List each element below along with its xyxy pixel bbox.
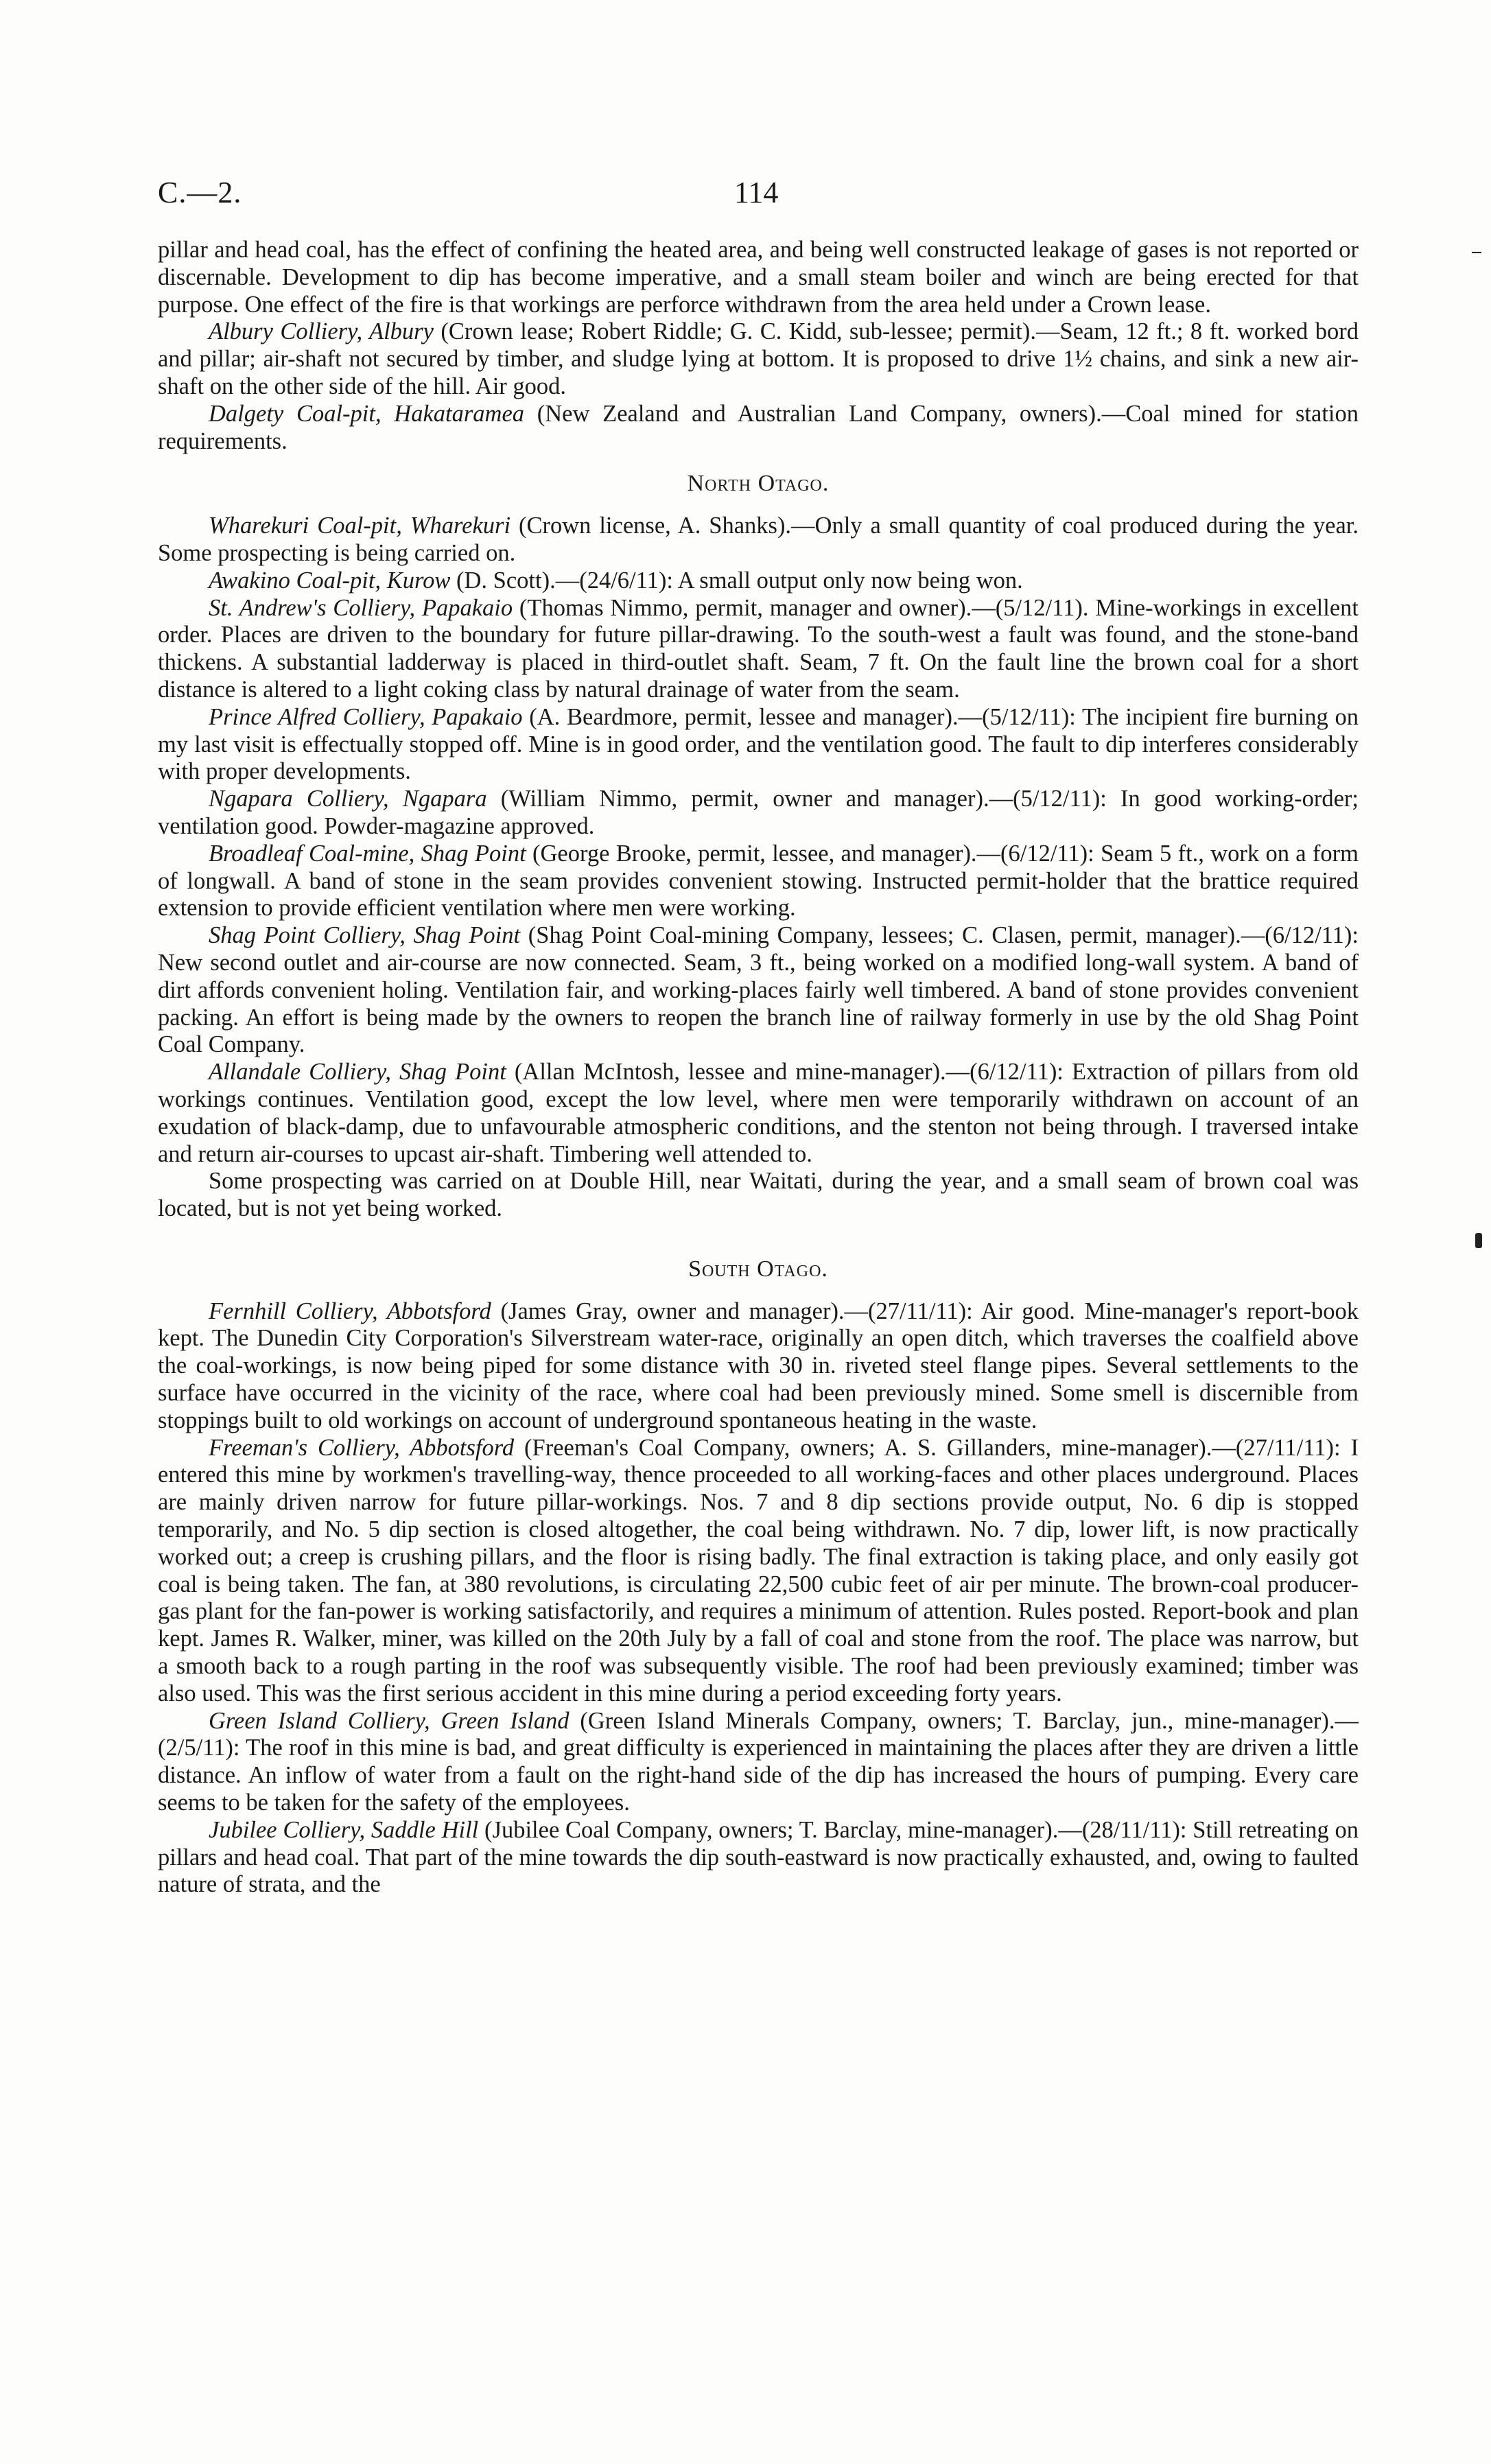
- colliery-name: Broadleaf Coal-mine, Shag Point: [209, 840, 526, 867]
- colliery-entry: Shag Point Colliery, Shag Point (Shag Point Coal-mining Company, lessees; C. Clasen, permit, manager).—(6/12/11): New second outlet and air-course are now connected. Seam, 3 ft., being worked on a modified long-wall system. A band of dirt affords convenient holing. Ventilation fair, and working-places fairly well timbered. A band of stone provides convenient packing. An effort is being made by the owners to reopen the branch line of railway formerly in use by the old Shag Point Coal Company.: [158, 922, 1359, 1058]
- colliery-name: Fernhill Colliery, Abbotsford: [209, 1298, 491, 1324]
- colliery-entry: Green Island Colliery, Green Island (Green Island Minerals Company, owners; T. Barclay, jun., mine-manager).—(2/5/11): The roof in this mine is bad, and great difficulty is experienced in maintaining the places after they are driven a little distance. An inflow of water from a fault on the right-hand side of the dip has increased the hours of pumping. Every care seems to be taken for the safety of the employees.: [158, 1707, 1359, 1816]
- colliery-entry: Dalgety Coal-pit, Hakataramea (New Zealand and Australian Land Company, owners).—Coal mined for station requirements.: [158, 400, 1359, 454]
- colliery-entry: Ngapara Colliery, Ngapara (William Nimmo, permit, owner and manager).—(5/12/11): In good working-order; ventilation good. Powder-magazine approved.: [158, 786, 1359, 839]
- colliery-entry: Freeman's Colliery, Abbotsford (Freeman's Coal Company, owners; A. S. Gillanders, mine-manager).—(27/11/11): I entered this mine by workmen's travelling-way, thence proceeded to all working-faces and other places underground. Places are mainly driven narrow for future pillar-workings. Nos. 7 and 8 dip sections provide output, No. 6 dip is stopped temporarily, and No. 5 dip section is closed altogether, the coal being withdrawn. No. 7 dip, lower lift, is now practically worked out; a creep is crushing pillars, and the floor is rising badly. The final extraction is taking place, and only easily got coal is being taken. The fan, at 380 revolutions, is circulating 22,500 cubic feet of air per minute. The brown-coal producer-gas plant for the fan-power is working satisfactorily, and requires a minimum of attention. Rules posted. Report-book and plan kept. James R. Walker, miner, was killed on the 20th July by a fall of coal and stone from the roof. The place was narrow, but a smooth back to a rough parting in the roof was subsequently visible. The roof had been previously examined; timber was also used. This was the first serious accident in this mine during a period exceeding forty years.: [158, 1434, 1359, 1706]
- section-heading-south-otago: South Otago.: [688, 1256, 828, 1282]
- colliery-entry: Jubilee Colliery, Saddle Hill (Jubilee Coal Company, owners; T. Barclay, mine-manager).—(28/11/11): Still retreating on pillars and head coal. That part of the mine towards the dip south-eastward is now practically exhausted, and, owing to faulted nature of strata, and the: [158, 1816, 1359, 1898]
- document-code: C.—2.: [158, 176, 242, 209]
- colliery-name: Albury Colliery, Albury: [209, 318, 434, 345]
- text-body: [158, 237, 1359, 1899]
- paragraph: pillar and head coal, has the effect of confining the heated area, and being well constructed leakage of gases is not reported or discernable. Development to dip has become imperative, and a small steam boiler and winch are being erected for that purpose. One effect of the fire is that workings are perforce withdrawn from the area held under a Crown lease.: [158, 237, 1359, 318]
- colliery-name: Awakino Coal-pit, Kurow: [209, 567, 451, 594]
- colliery-name: Jubilee Colliery, Saddle Hill: [209, 1816, 479, 1843]
- margin-mark: [1475, 1233, 1482, 1248]
- colliery-name: Dalgety Coal-pit, Hakataramea: [209, 400, 525, 427]
- colliery-name: Allandale Colliery, Shag Point: [209, 1059, 506, 1086]
- margin-mark: [1472, 252, 1481, 253]
- colliery-name: Shag Point Colliery, Shag Point: [209, 922, 521, 949]
- colliery-name: Prince Alfred Colliery, Papakaio: [209, 703, 523, 730]
- colliery-name: St. Andrew's Colliery, Papakaio: [209, 594, 513, 621]
- colliery-entry: Albury Colliery, Albury (Crown lease; Robert Riddle; G. C. Kidd, sub-lessee; permit).—Seam, 12 ft.; 8 ft. worked bord and pillar; air-shaft not secured by timber, and sludge lying at bottom. It is proposed to drive 1½ chains, and sink a new air-shaft on the other side of the hill. Air good.: [158, 318, 1359, 399]
- colliery-entry: St. Andrew's Colliery, Papakaio (Thomas Nimmo, permit, manager and owner).—(5/12/11). Mine-workings in excellent order. Places are driven to the boundary for future pillar-drawing. To the south-west a fault was found, and the stone-band thickens. A substantial ladderway is placed in third-outlet shaft. Seam, 7 ft. On the fault line the brown coal for a short distance is altered to a light coking class by natural drainage of water from the seam.: [158, 594, 1359, 703]
- page-header: [158, 175, 1359, 216]
- colliery-entry: Awakino Coal-pit, Kurow (D. Scott).—(24/6/11): A small output only now being won.: [209, 567, 1023, 594]
- paragraph: Some prospecting was carried on at Double Hill, near Waitati, during the year, and a small seam of brown coal was located, but is not yet being worked.: [158, 1168, 1359, 1222]
- colliery-entry: Prince Alfred Colliery, Papakaio (A. Beardmore, permit, lessee and manager).—(5/12/11): The incipient fire burning on my last visit is effectually stopped off. Mine is in good order, and the ventilation good. The fault to dip interferes considerably with proper developments.: [158, 703, 1359, 785]
- page-number: 114: [734, 176, 779, 209]
- colliery-name: Wharekuri Coal-pit, Wharekuri: [209, 513, 511, 539]
- colliery-entry: Wharekuri Coal-pit, Wharekuri (Crown license, A. Shanks).—Only a small quantity of coal produced during the year. Some prospecting is being carried on.: [158, 513, 1359, 566]
- colliery-entry: Broadleaf Coal-mine, Shag Point (George Brooke, permit, lessee, and manager).—(6/12/11): Seam 5 ft., work on a form of longwall. A band of stone in the seam provides convenient stowing. Instructed permit-holder that the brattice required extension to provide efficient ventilation where men were working.: [158, 840, 1359, 922]
- colliery-name: Ngapara Colliery, Ngapara: [209, 786, 487, 812]
- spacer: [158, 1223, 1359, 1241]
- section-heading-north-otago: North Otago.: [687, 471, 830, 497]
- colliery-entry: Allandale Colliery, Shag Point (Allan McIntosh, lessee and mine-manager).—(6/12/11): Extraction of pillars from old workings continues. Ventilation good, except the low level, where men were temporarily withdrawn on account of an exudation of black-damp, due to unfavourable atmospheric conditions, and the stenton not being through. I traversed intake and return air-courses to upcast air-shaft. Timbering well attended to.: [158, 1059, 1359, 1167]
- colliery-name: Green Island Colliery, Green Island: [209, 1707, 570, 1734]
- colliery-entry: Fernhill Colliery, Abbotsford (James Gray, owner and manager).—(27/11/11): Air good. Mine-manager's report-book kept. The Dunedin City Corporation's Silverstream water-race, originally an open ditch, which traverses the coalfield above the coal-workings, is now being piped for some distance with 30 in. riveted steel flange pipes. Several settlements to the surface have occurred in the vicinity of the race, where coal had been previously mined. Some smell is discernible from stoppings built to old workings on account of underground spontaneous heating in the waste.: [158, 1298, 1359, 1433]
- colliery-name: Freeman's Colliery, Abbotsford: [209, 1434, 515, 1461]
